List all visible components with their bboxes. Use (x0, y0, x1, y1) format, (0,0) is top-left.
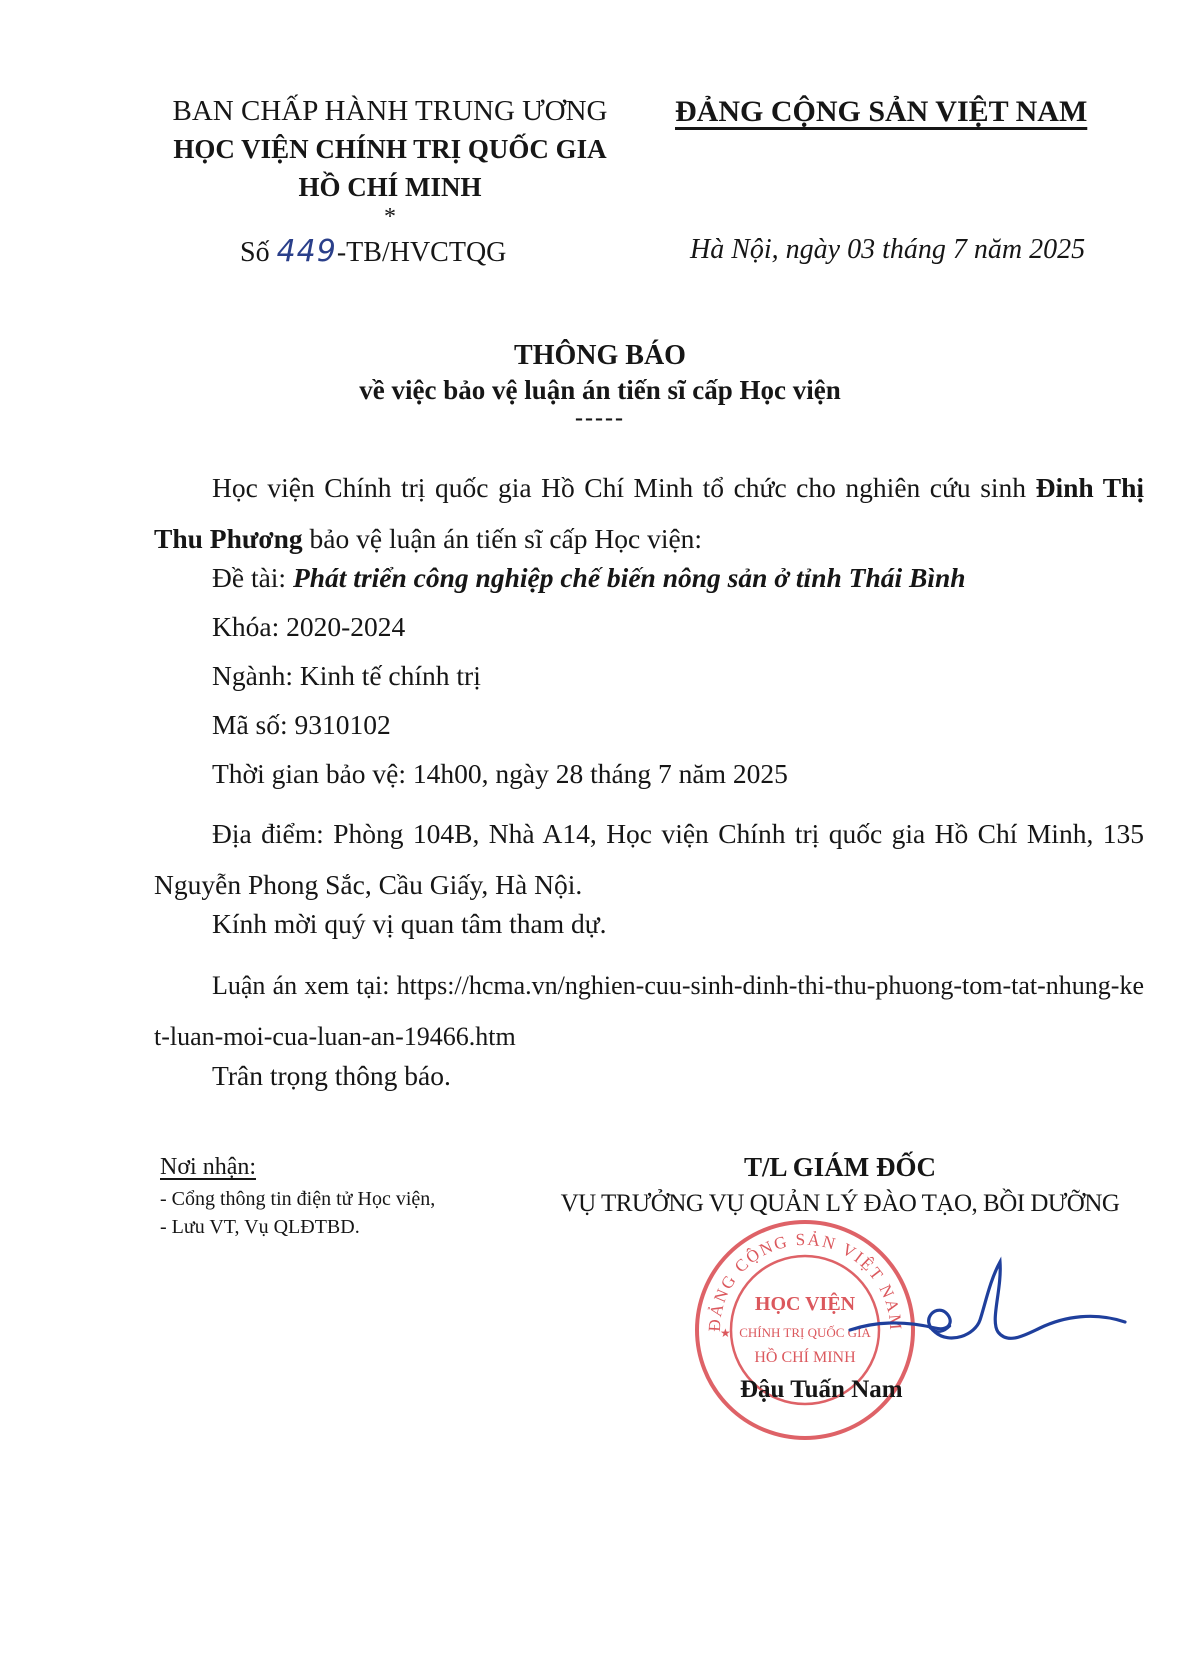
course-line: Khóa: 2020-2024 (212, 611, 406, 642)
recipient-item: - Cổng thông tin điện tử Học viện, (160, 1188, 436, 1210)
handwritten-signature (840, 1250, 1130, 1370)
document-number (240, 234, 506, 269)
intro-text-b: bảo vệ luận án tiến sĩ cấp Học viện: (302, 523, 703, 554)
seal-outer-text: ĐẢNG CỘNG SẢN VIỆT NAM (704, 1229, 906, 1333)
closing-line: Trân trọng thông báo. (212, 1060, 451, 1091)
issuer-line-central-committee: BAN CHẤP HÀNH TRUNG ƯƠNG (172, 95, 608, 127)
thesis-topic: Phát triển công nghiệp chế biến nông sản ở tỉnh Thái Bình (292, 562, 966, 593)
notice-subtitle: về việc bảo vệ luận án tiến sĩ cấp Học viện (359, 375, 841, 405)
issuer-star: * (384, 204, 396, 230)
document-number-prefix: Số (240, 237, 270, 268)
document-number-suffix: -TB/HVCTQG (336, 237, 507, 268)
seal-line-1: HỌC VIỆN (754, 1293, 856, 1315)
topic-line (212, 562, 966, 594)
topic-label: Đề tài: (212, 562, 293, 593)
venue-paragraph: Địa điểm: Phòng 104B, Nhà A14, Học viện Chính trị quốc gia Hồ Chí Minh, 135 Nguyễn Phong Sắc, Cầu Giấy, Hà Nội. (154, 818, 1144, 900)
seal-line-3: HỒ CHÍ MINH (754, 1349, 856, 1366)
issuer-line-academy: HỌC VIỆN CHÍNH TRỊ QUỐC GIA (173, 134, 607, 164)
issue-date: Hà Nội, ngày 03 tháng 7 năm 2025 (690, 234, 1086, 265)
document-number-handwritten: 449 (276, 234, 337, 269)
invitation-line: Kính mời quý vị quan tâm tham dự. (212, 908, 607, 939)
thesis-link-paragraph: Luận án xem tại: https://hcma.vn/nghien-cuu-sinh-dinh-thi-thu-phuong-tom-tat-nhung-ket-luan-moi-cua-luan-an-19466.htm (154, 971, 1144, 1051)
notice-title: THÔNG BÁO (514, 340, 686, 371)
issuer-block (150, 92, 630, 230)
signature-subtitle: VỤ TRƯỞNG VỤ QUẢN LÝ ĐÀO TẠO, BỒI DƯỠNG (560, 1190, 1120, 1217)
seal-line-2: CHÍNH TRỊ QUỐC GIA (739, 1325, 871, 1340)
student-name: Đinh Thị Thu Phương (154, 472, 1144, 554)
seal-star-icon: ★ (720, 1326, 731, 1340)
issuer-line-ho-chi-minh: HỒ CHÍ MINH (298, 172, 482, 202)
title-divider: ----- (575, 405, 625, 431)
major-line: Ngành: Kinh tế chính trị (212, 660, 481, 691)
intro-text-a: Học viện Chính trị quốc gia Hồ Chí Minh tổ chức cho nghiên cứu sinh (212, 472, 1036, 503)
recipient-item: - Lưu VT, Vụ QLĐTBD. (160, 1216, 360, 1238)
code-line: Mã số: 9310102 (212, 709, 391, 740)
signature-title: T/L GIÁM ĐỐC (743, 1152, 937, 1182)
recipients-heading: Nơi nhận: (160, 1154, 257, 1180)
defense-time-line: Thời gian bảo vệ: 14h00, ngày 28 tháng 7 năm 2025 (212, 758, 788, 789)
signer-name: Đậu Tuấn Nam (740, 1376, 903, 1403)
party-heading: ĐẢNG CỘNG SẢN VIỆT NAM (675, 95, 1088, 128)
intro-paragraph (154, 462, 1144, 564)
